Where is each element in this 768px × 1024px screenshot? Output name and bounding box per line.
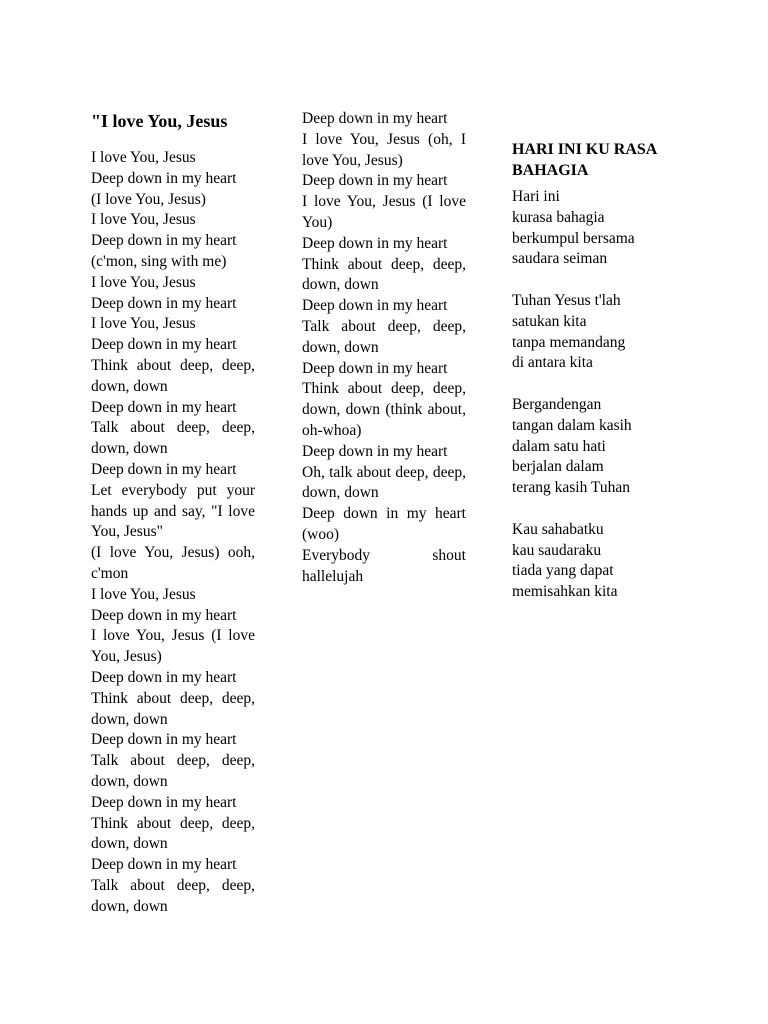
lyric-line: Deep down in my heart xyxy=(302,172,448,190)
lyric-line: Talk about deep, deep, down, down xyxy=(302,317,466,356)
lyrics-column-2 xyxy=(302,109,466,587)
lyric-line: Think about deep, deep, down, down xyxy=(302,255,466,294)
lyric-line: I love You, Jesus xyxy=(91,273,196,291)
lyric-line: I love You, Jesus (I love You, Jesus) xyxy=(91,627,255,666)
lyric-line: Deep down in my heart xyxy=(91,793,237,811)
lyric-line: I love You, Jesus (oh, I love You, Jesus) xyxy=(302,130,466,169)
lyric-line: Deep down in my heart xyxy=(91,731,237,749)
lyric-line: Deep down in my heart xyxy=(91,232,237,250)
lyric-line: (c'mon, sing with me) xyxy=(91,252,227,270)
lyric-line: Deep down in my heart xyxy=(302,359,448,377)
lyric-line: Talk about deep, deep, down, down xyxy=(91,419,255,458)
lyric-line: Deep down in my heart xyxy=(302,234,448,252)
lyrics-block-2 xyxy=(302,109,466,587)
lyric-line: Deep down in my heart xyxy=(302,297,448,315)
lyric-line: I love You, Jesus (I love You) xyxy=(302,193,466,231)
lyric-line: Let everybody put your hands up and say, "I love You, Jesus" xyxy=(91,481,255,541)
stanza: Kau sahabatku kau saudaraku tiada yang dapat memisahkan kita xyxy=(512,520,618,601)
lyric-line: Deep down in my heart (woo) xyxy=(302,505,466,543)
lyric-line: Talk about deep, deep, down, down xyxy=(91,752,255,790)
lyric-line: Deep down in my heart xyxy=(91,856,237,874)
lyric-line: Deep down in my heart xyxy=(91,169,237,187)
lyric-line: Deep down in my heart xyxy=(91,668,237,686)
lyric-line: Oh, talk about deep, deep, down, down xyxy=(302,463,466,502)
stanza: Hari ini kurasa bahagia berkumpul bersama saudara seiman xyxy=(512,188,635,268)
lyric-line: Think about deep, deep, down, down xyxy=(91,689,255,728)
lyric-line: (I love You, Jesus) ooh, c'mon xyxy=(91,544,255,582)
lyric-line: Deep down in my heart xyxy=(91,398,237,416)
lyric-line: Think about deep, deep, down, down (think about, oh-whoa) xyxy=(302,380,466,439)
lyric-line: I love You, Jesus xyxy=(91,149,196,166)
stanza: Bergandengan tangan dalam kasih dalam satu hati berjalan dalam terang kasih Tuhan xyxy=(512,395,632,497)
song-title-indonesian: HARI INI KU RASA BAHAGIA xyxy=(512,141,657,179)
lyrics-block-1 xyxy=(91,148,255,917)
lyric-line: Deep down in my heart xyxy=(91,460,237,478)
song-title-english: "I love You, Jesus xyxy=(91,111,228,131)
stanza: Tuhan Yesus t'lah satukan kita tanpa memandang di antara kita xyxy=(512,291,626,372)
lyric-line: Deep down in my heart xyxy=(91,336,237,354)
lyric-line: Think about deep, deep, down, down xyxy=(91,356,255,395)
lyric-line: Everybody shout hallelujah xyxy=(302,546,466,585)
lyric-line: I love You, Jesus xyxy=(91,211,196,229)
lyrics-column-3 xyxy=(512,139,687,624)
lyric-line: Deep down in my heart xyxy=(91,294,237,312)
lyric-line: I love You, Jesus xyxy=(91,315,196,333)
lyric-line: (I love You, Jesus) xyxy=(91,190,206,208)
lyric-line: Deep down in my heart xyxy=(302,442,448,460)
lyric-line: Think about deep, deep, down, down xyxy=(91,814,255,853)
lyric-line: I love You, Jesus xyxy=(91,585,196,603)
lyric-line: Deep down in my heart xyxy=(91,606,237,624)
lyric-line: Talk about deep, deep, down, down xyxy=(91,876,255,915)
lyrics-column-1 xyxy=(91,110,255,917)
lyric-line: Deep down in my heart xyxy=(302,110,448,127)
